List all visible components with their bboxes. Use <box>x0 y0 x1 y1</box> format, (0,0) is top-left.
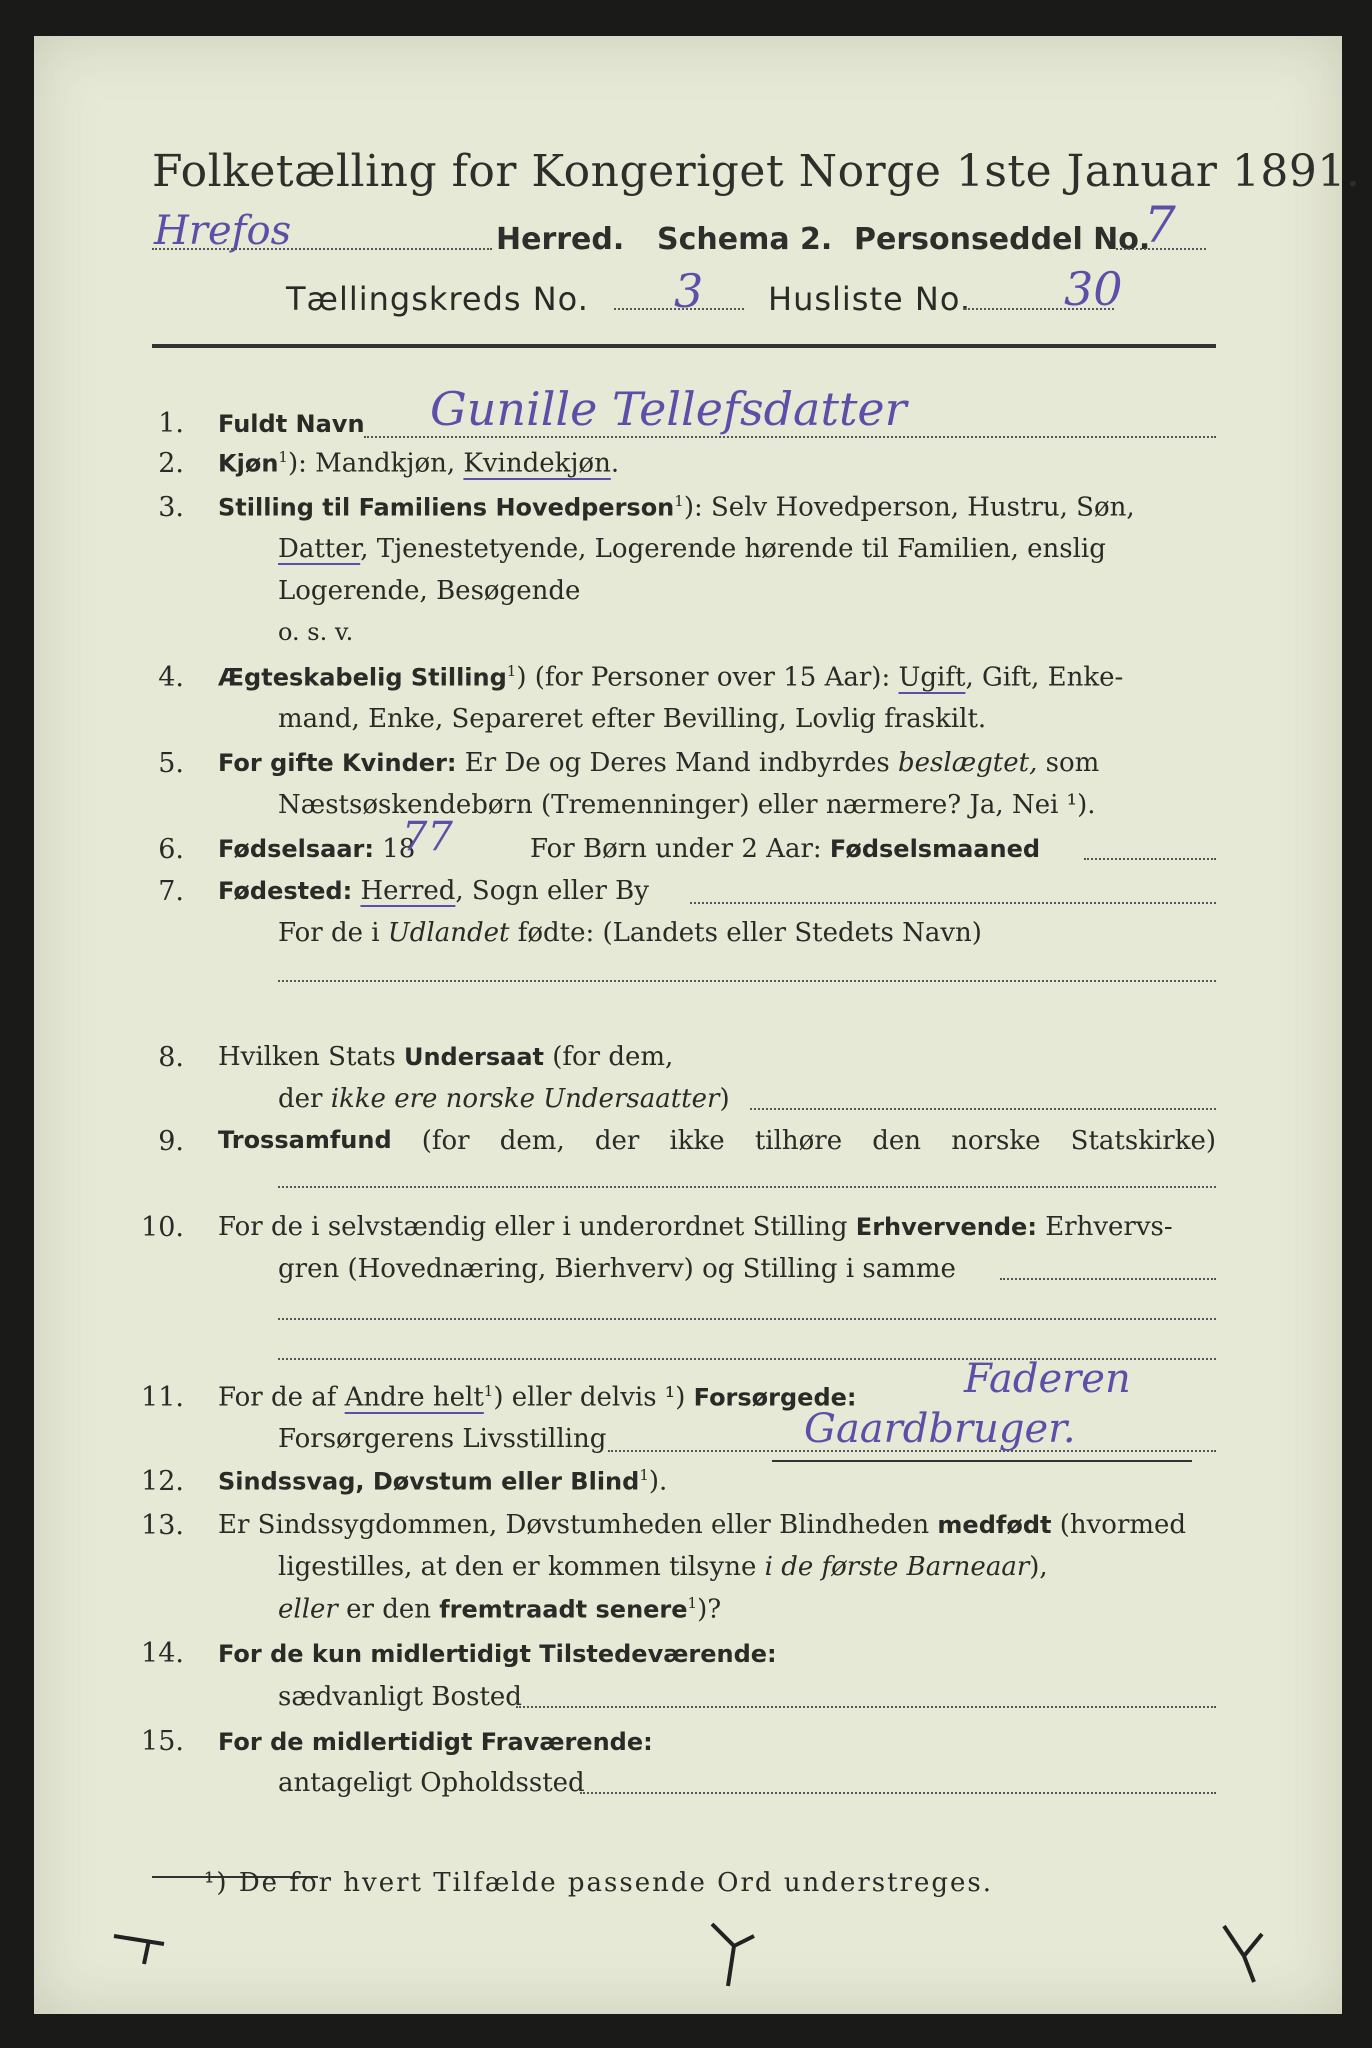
item-7-udlandet: Udlandet <box>387 918 510 948</box>
item-13-line-1 <box>218 1510 1186 1540</box>
item-3-number: 3. <box>158 492 184 523</box>
item-15-number: 15. <box>141 1726 184 1757</box>
item-9-w2: dem, <box>499 1126 565 1156</box>
item-9-dotted-line <box>278 1186 1216 1188</box>
item-9-w3: der <box>594 1126 640 1156</box>
item-1-dotted-line <box>364 436 1216 438</box>
item-10-dotted-line-2 <box>278 1318 1216 1320</box>
item-8-text-b: (for dem, <box>543 1042 674 1072</box>
item-13-line-2 <box>278 1552 1048 1582</box>
item-13-italic: i de første Barneaar <box>764 1552 1030 1582</box>
item-6-dotted-line <box>1084 858 1216 860</box>
item-4-text-a: ) (for Personer over 15 Aar): <box>516 662 899 693</box>
item-8-text-c: der <box>278 1084 331 1114</box>
corner-marks <box>104 1916 1284 1996</box>
census-form-page <box>34 36 1361 2014</box>
item-8-dotted-line <box>750 1108 1216 1110</box>
item-13-text-d: ), <box>1029 1552 1048 1582</box>
item-3-line-4: o. s. v. <box>278 618 354 646</box>
item-5-line-2: Næstsøskendebørn (Tremenninger) eller nærmere? Ja, Nei ¹). <box>278 790 1096 820</box>
item-13-label-b: fremtraadt senere <box>439 1595 688 1624</box>
item-10-text-b: Erhvervs- <box>1036 1212 1173 1242</box>
item-9-line <box>218 1126 1216 1156</box>
item-13-text-e: er den <box>337 1594 440 1625</box>
item-3-line-1: Stilling til Familiens Hovedperson$^1$): Selv Hovedperson, Hustru, Søn, <box>218 492 1135 523</box>
personseddel-value: 7 <box>1144 196 1176 254</box>
item-11-number: 11. <box>141 1382 184 1413</box>
item-2-label: Kjøn <box>218 449 279 478</box>
item-15-line-2: antageligt Opholdssted <box>278 1768 585 1798</box>
item-11-text-c: ) eller delvis ¹) <box>493 1382 694 1413</box>
schema-label: Schema 2. <box>657 222 833 257</box>
item-8-line-2 <box>278 1084 730 1114</box>
item-10-number: 10. <box>141 1212 184 1243</box>
item-4-ugift-underlined: Ugift <box>898 662 966 693</box>
item-3-label: Stilling til Familiens Hovedperson <box>218 493 675 522</box>
item-4-text-c: , Gift, Enke- <box>965 662 1124 693</box>
item-13-text-a: Er Sindssygdommen, Døvstumheden eller Blindheden <box>218 1510 938 1540</box>
item-2-punct: . <box>610 448 620 479</box>
personseddel-label: Personseddel No. <box>854 222 1151 257</box>
item-5-label: For gifte Kvinder: <box>218 749 457 777</box>
item-11-andre-helt-underlined: Andre helt <box>344 1382 484 1413</box>
item-7-dotted-line-2 <box>278 980 1216 982</box>
item-13-eller: eller <box>278 1594 338 1625</box>
item-1-label: Fuldt Navn <box>218 410 365 438</box>
item-2-number: 2. <box>158 448 184 479</box>
item-6-months <box>530 834 1040 864</box>
item-14-label: For de kun midlertidigt Tilstedeværende: <box>218 1640 777 1668</box>
item-12-line: Sindssvag, Døvstum eller Blind$^1$). <box>218 1466 668 1497</box>
item-13-text-b: (hvormed <box>1051 1510 1187 1540</box>
item-4-label: Ægteskabelig Stilling <box>218 663 507 692</box>
item-13-line-3: eller er den fremtraadt senere$^1$)? <box>278 1594 722 1625</box>
item-3-line-3: Logerende, Besøgende <box>278 576 581 606</box>
item-7-number: 7. <box>158 876 184 907</box>
item-4-line-1: Ægteskabelig Stilling$^1$) (for Personer over 15 Aar): Ugift, Gift, Enke- <box>218 662 1124 693</box>
center-corner-mark <box>712 1924 754 1986</box>
item-5-number: 5. <box>158 748 184 779</box>
right-corner-mark <box>1224 1926 1262 1982</box>
item-2-text <box>218 448 619 479</box>
item-11-text-a: For de af <box>218 1382 345 1413</box>
item-6-text-b: For Børn under 2 Aar: <box>530 834 830 864</box>
item-12-number: 12. <box>141 1466 184 1497</box>
item-3-text-b: , Tjenestetyende, Logerende hørende til Familien, enslig <box>360 534 1106 564</box>
livsstilling-underline <box>772 1460 1192 1462</box>
item-13-label: medfødt <box>937 1511 1052 1539</box>
herred-value: Hrefos <box>154 208 292 254</box>
item-11-label: Forsørgede: <box>693 1383 857 1412</box>
item-8-line-1 <box>218 1042 673 1072</box>
item-2-option-female-underlined: Kvindekjøn <box>463 448 611 479</box>
item-11-line-1: For de af Andre helt$^1$) eller delvis ¹) Forsørgede: <box>218 1382 857 1413</box>
forsorger-value: Faderen <box>964 1356 1131 1402</box>
item-8-text-d: ) <box>719 1084 730 1114</box>
item-10-dotted-line <box>1000 1278 1216 1280</box>
item-10-label: Erhvervende: <box>855 1213 1037 1241</box>
item-7-text-d: fødte: (Landets eller Stedets Navn) <box>509 918 982 948</box>
item-11-line-2: Forsørgerens Livsstilling <box>278 1424 607 1454</box>
header-separator <box>152 344 1216 348</box>
item-2-footnote-mark: 1 <box>278 448 288 466</box>
item-9-number: 9. <box>158 1126 184 1157</box>
item-13-text-c: ligestilles, at den er kommen tilsyne <box>278 1552 765 1582</box>
item-7-herred-underlined: Herred <box>360 876 456 906</box>
item-1-number: 1. <box>158 408 184 439</box>
item-13-text-f: )? <box>697 1594 722 1625</box>
item-9-w7: norske <box>951 1126 1041 1156</box>
item-3-datter-underlined: Datter <box>278 534 361 564</box>
item-14-line-2: sædvanligt Bosted <box>278 1682 522 1712</box>
item-8-italic: ikke ere norske Undersaatter <box>330 1084 720 1114</box>
item-10-line-2: gren (Hovednæring, Bierhverv) og Stilling i samme <box>278 1254 956 1284</box>
footnote: ¹) De for hvert Tilfælde passende Ord understreges. <box>204 1868 994 1898</box>
item-5-text-italic: beslægtet, <box>898 748 1038 778</box>
item-15-dotted-line <box>580 1792 1216 1794</box>
item-4-number: 4. <box>158 662 184 693</box>
form-title: Folketælling for Kongeriget Norge 1ste Januar 1891. <box>152 146 1361 197</box>
item-6-century: 18 <box>374 834 416 864</box>
item-3-line-2 <box>278 534 1106 564</box>
item-8-text-a: Hvilken Stats <box>218 1042 404 1072</box>
husliste-value: 30 <box>1064 262 1123 316</box>
item-13-number: 13. <box>141 1510 184 1541</box>
herred-dotted-line <box>152 248 492 250</box>
item-7-line-1 <box>218 876 649 906</box>
item-12-label: Sindssvag, Døvstum eller Blind <box>218 1467 640 1496</box>
item-15-label: For de midlertidigt Fraværende: <box>218 1728 653 1756</box>
herred-label: Herred. <box>496 222 625 257</box>
item-5-text-b: som <box>1037 748 1100 778</box>
item-8-number: 8. <box>158 1042 184 1073</box>
left-corner-mark <box>114 1936 164 1964</box>
item-7-text-c: For de i <box>278 918 388 948</box>
item-9-w4: ikke <box>669 1126 725 1156</box>
item-5-line-1 <box>218 748 1099 778</box>
item-9-w1: (for <box>421 1126 470 1156</box>
item-7-line-2 <box>278 918 982 948</box>
full-name-value: Gunille Tellefsdatter <box>430 382 907 436</box>
item-9-w5: tilhøre <box>754 1126 843 1156</box>
livsstilling-value: Gaardbruger. <box>804 1406 1076 1452</box>
husliste-label: Husliste No. <box>768 280 971 318</box>
item-6-line <box>218 834 415 864</box>
item-6-label-b: Fødselsmaaned <box>829 835 1041 863</box>
item-14-dotted-line <box>516 1706 1216 1708</box>
kreds-label: Tællingskreds No. <box>286 280 589 318</box>
item-5-text-a: Er De og Deres Mand indbyrdes <box>456 748 899 778</box>
item-3-text-a: ): Selv Hovedperson, Hustru, Søn, <box>683 492 1135 523</box>
item-12-text-a: ). <box>648 1466 668 1497</box>
item-9-w6: den <box>872 1126 922 1156</box>
item-9-label: Trossamfund <box>218 1126 392 1154</box>
item-14-number: 14. <box>141 1638 184 1669</box>
item-7-text-b: , Sogn eller By <box>455 876 649 906</box>
item-6-number: 6. <box>158 834 184 865</box>
kreds-value: 3 <box>674 264 704 318</box>
item-8-label: Undersaat <box>403 1043 544 1071</box>
item-10-line-1 <box>218 1212 1173 1242</box>
item-4-line-2: mand, Enke, Separeret efter Bevilling, Lovlig fraskilt. <box>278 704 987 734</box>
birth-year-value: 77 <box>402 814 453 860</box>
item-10-text-a: For de i selvstændig eller i underordnet Stilling <box>218 1212 856 1242</box>
item-9-w8: Statskirke) <box>1070 1126 1216 1156</box>
item-2-option-male: ): Mandkjøn, <box>287 448 464 479</box>
item-6-label: Fødselsaar: <box>218 835 374 863</box>
item-7-label: Fødested: <box>218 877 353 905</box>
item-7-dotted-line <box>690 902 1216 904</box>
